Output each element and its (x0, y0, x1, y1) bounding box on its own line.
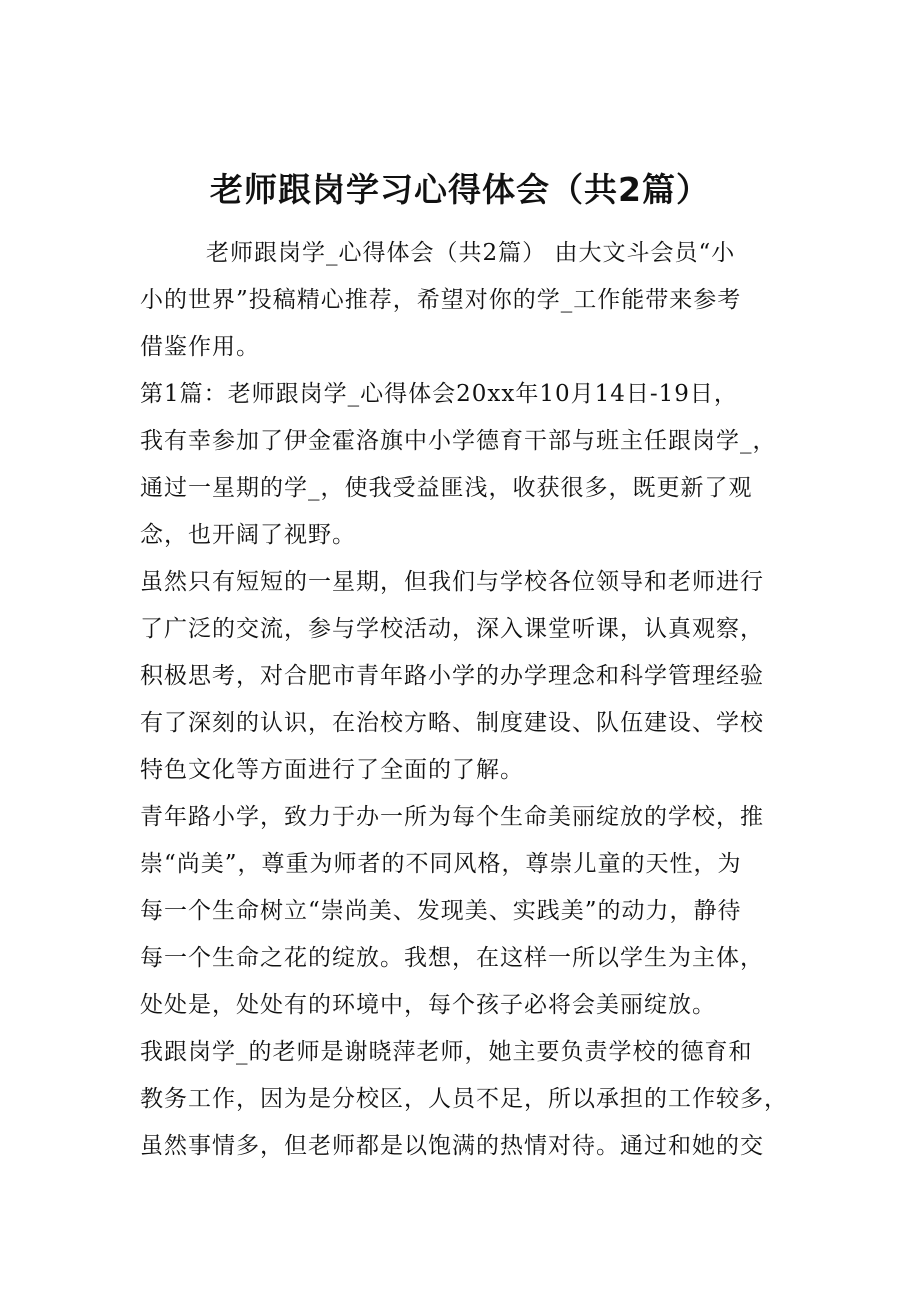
paragraph-line: 有了深刻的认识，在治校方略、制度建设、队伍建设、学校 (140, 710, 764, 736)
paragraph-line: 虽然事情多，但老师都是以饱满的热情对待。通过和她的交 (140, 1133, 764, 1159)
paragraph-line: 老师跟岗学_心得体会（共2篇） 由大文斗会员“小 (206, 240, 736, 266)
paragraph-line: 处处是，处处有的环境中，每个孩子必将会美丽绽放。 (140, 992, 716, 1018)
paragraph-line: 每一个生命树立“崇尚美、发现美、实践美”的动力，静待 (140, 898, 742, 924)
paragraph-line: 借鉴作用。 (140, 334, 260, 360)
paragraph-line: 教务工作，因为是分校区，人员不足，所以承担的工作较多， (140, 1086, 788, 1112)
document-title: 老师跟岗学习心得体会（共2篇） (210, 170, 710, 210)
document-body (140, 230, 790, 1170)
paragraph-line: 我有幸参加了伊金霍洛旗中小学德育干部与班主任跟岗学_， (140, 428, 777, 454)
paragraph-line: 每一个生命之花的绽放。我想，在这样一所以学生为主体， (140, 945, 764, 971)
paragraph-line: 小的世界”投稿精心推荐，希望对你的学_工作能带来参考 (140, 287, 742, 313)
paragraph-line: 积极思考，对合肥市青年路小学的办学理念和科学管理经验 (140, 663, 764, 689)
paragraph-line: 了广泛的交流，参与学校活动，深入课堂听课，认真观察， (140, 616, 764, 642)
paragraph-line: 第1篇：老师跟岗学_心得体会20xx年10月14日-19日， (140, 381, 738, 407)
paragraph-line: 念，也开阔了视野。 (140, 522, 356, 548)
school-paragraph (140, 794, 790, 1029)
paragraph-line: 虽然只有短短的一星期，但我们与学校各位领导和老师进行 (140, 569, 764, 595)
paragraph-line: 青年路小学，致力于办一所为每个生命美丽绽放的学校，推 (140, 804, 764, 830)
intro-paragraph (140, 230, 790, 371)
exchange-paragraph (140, 559, 790, 794)
paragraph-line: 崇“尚美”，尊重为师者的不同风格，尊崇儿童的天性，为 (140, 851, 742, 877)
mentor-paragraph (140, 1029, 790, 1170)
chapter-1-paragraph (140, 371, 790, 559)
paragraph-line: 我跟岗学_的老师是谢晓萍老师，她主要负责学校的德育和 (140, 1039, 753, 1065)
paragraph-line: 通过一星期的学_，使我受益匪浅，收获很多，既更新了观 (140, 475, 753, 501)
paragraph-line: 特色文化等方面进行了全面的了解。 (140, 757, 524, 783)
